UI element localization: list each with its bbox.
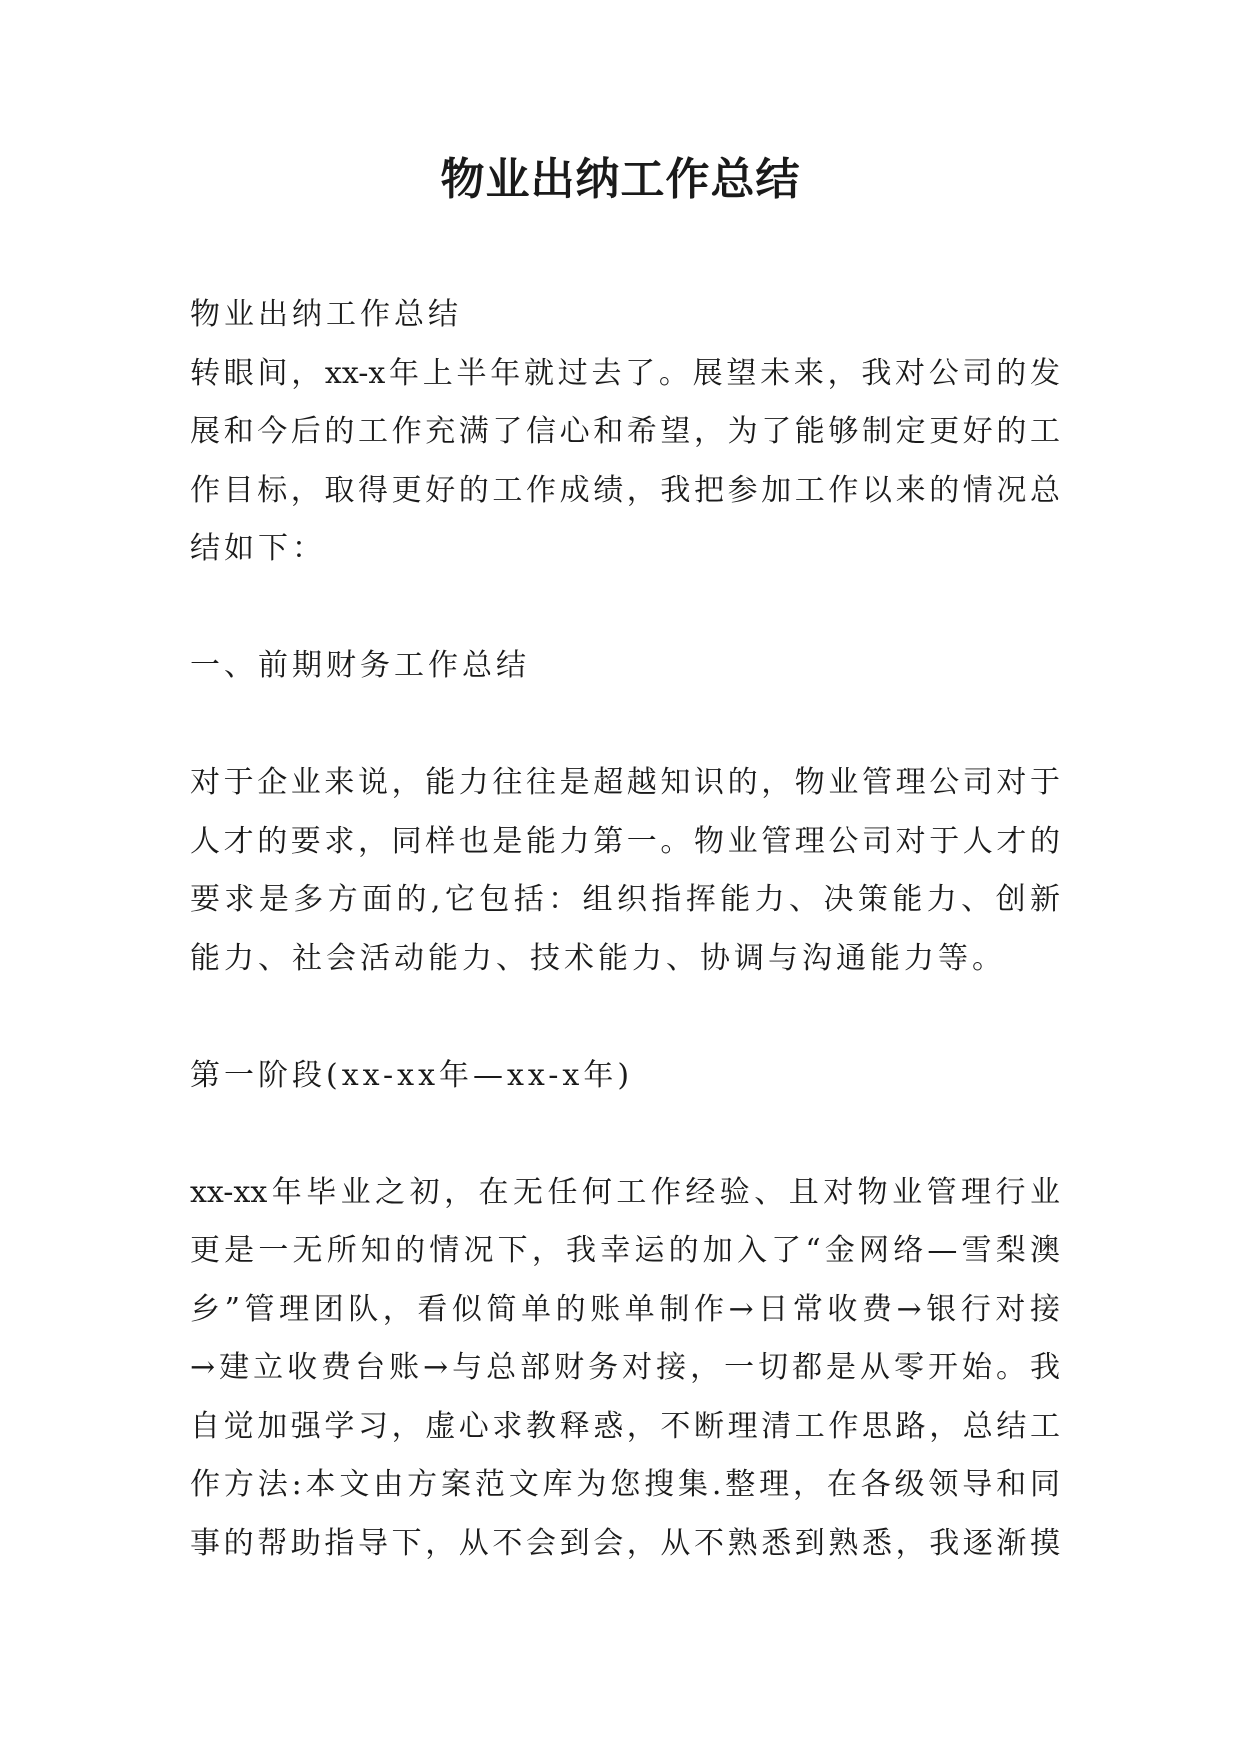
paragraph-line: 转眼间，xx-x年上半年就过去了。展望未来，我对公司的发 bbox=[190, 355, 1060, 391]
paragraph-line: →建立收费台账→与总部财务对接，一切都是从零开始。我 bbox=[190, 1350, 1060, 1385]
paragraph-line: 作目标，取得更好的工作成绩，我把参加工作以来的情况总 bbox=[190, 472, 1060, 508]
body-heading: 物业出纳工作总结 bbox=[190, 297, 462, 332]
document-title: 物业出纳工作总结 bbox=[440, 154, 801, 205]
paragraph-gap bbox=[190, 579, 1060, 638]
paragraph-line: 事的帮助指导下，从不会到会，从不熟悉到熟悉，我逐渐摸 bbox=[190, 1525, 1060, 1561]
paragraph-line: 人才的要求，同样也是能力第一。物业管理公司对于人才的 bbox=[190, 823, 1060, 859]
paragraph-line: 更是一无所知的情况下，我幸运的加入了“金网络—雪梨澳 bbox=[190, 1233, 1060, 1268]
section-heading: 一、前期财务工作总结 bbox=[190, 648, 530, 683]
paragraph-line: 要求是多方面的,它包括：组织指挥能力、决策能力、创新 bbox=[190, 882, 1060, 917]
paragraph-line: 自觉加强学习，虚心求教释惑，不断理清工作思路，总结工 bbox=[190, 1408, 1060, 1444]
paragraph-gap bbox=[190, 1105, 1060, 1164]
paragraph-gap bbox=[190, 696, 1060, 755]
paragraph-line: 乡”管理团队，看似简单的账单制作→日常收费→银行对接 bbox=[190, 1291, 1060, 1327]
stage-heading: 第一阶段(xx-xx年—xx-x年) bbox=[190, 1057, 634, 1093]
document-body bbox=[190, 286, 1060, 1573]
paragraph-line: xx-xx年毕业之初，在无任何工作经验、且对物业管理行业 bbox=[190, 1174, 1060, 1210]
paragraph-line: 对于企业来说，能力往往是超越知识的，物业管理公司对于 bbox=[190, 765, 1060, 800]
paragraph-line: 作方法:本文由方案范文库为您搜集.整理，在各级领导和同 bbox=[190, 1467, 1060, 1502]
paragraph-line: 能力、社会活动能力、技术能力、协调与沟通能力等。 bbox=[190, 940, 1006, 976]
paragraph-gap bbox=[190, 988, 1060, 1047]
paragraph-line: 展和今后的工作充满了信心和希望，为了能够制定更好的工 bbox=[190, 414, 1060, 449]
paragraph-line: 结如下： bbox=[190, 531, 326, 566]
